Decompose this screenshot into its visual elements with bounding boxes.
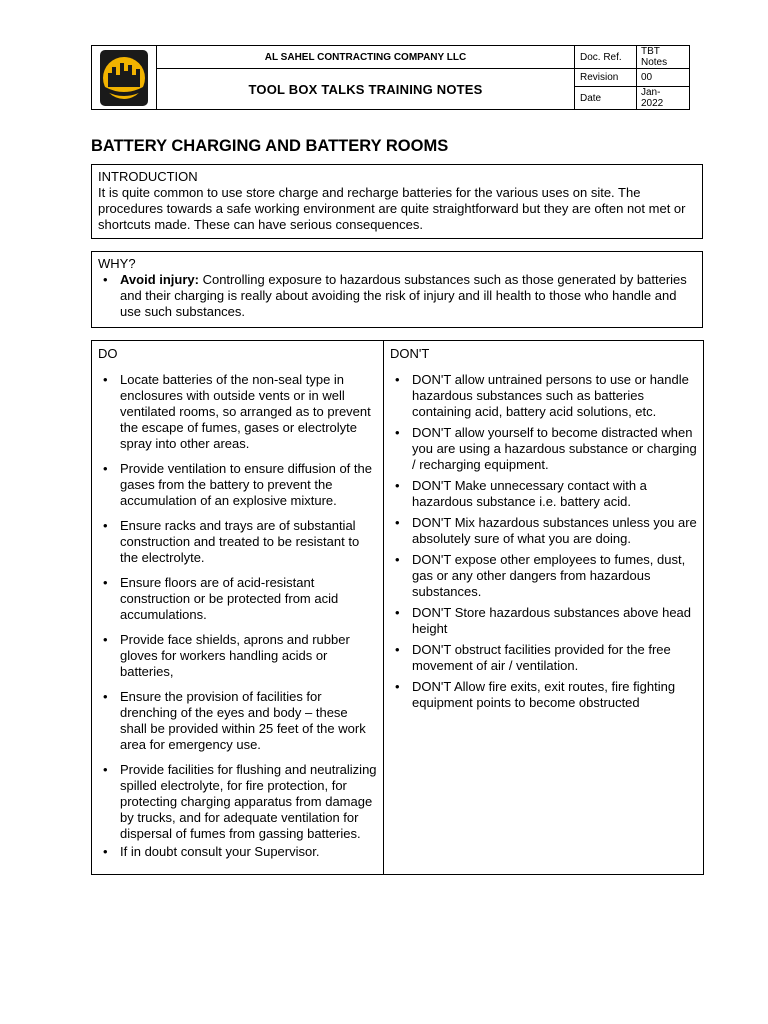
doc-ref-label: Doc. Ref.	[575, 46, 637, 69]
why-text: Controlling exposure to hazardous substances such as those generated by batteries and their charging is really about avoiding the risk of injury and ill health to those who handle and use such substances.	[120, 272, 687, 319]
list-item: • Provide facilities for flushing and neutralizing spilled electrolyte, for fire protection, for protecting charging apparatus from damage by trucks, and for adequate ventilation for dispersal of fumes from gassing batteries.	[98, 762, 377, 842]
revision-value: 00	[637, 69, 690, 87]
introduction-section	[91, 164, 703, 239]
list-item: • DON'T allow untrained persons to use or handle hazardous substances such as batteries containing acid, battery acid solutions, etc.	[390, 372, 697, 420]
list-item: • Ensure racks and trays are of substantial construction and treated to be resistant to the electrolyte.	[98, 518, 377, 566]
list-item: • DON'T Allow fire exits, exit routes, fire fighting equipment points to become obstructed	[390, 679, 697, 711]
introduction-heading: INTRODUCTION	[98, 169, 198, 184]
why-heading: WHY?	[98, 256, 136, 271]
do-heading: DO	[98, 346, 118, 361]
dont-list	[390, 372, 697, 711]
why-list	[98, 272, 696, 320]
introduction-text: It is quite common to use store charge and recharge batteries for the various uses on site. The procedures towards a safe working environment are quite straightforward but they are often not met or shortcuts made. These can have serious consequences.	[98, 185, 686, 232]
company-logo-icon	[99, 49, 149, 107]
revision-label: Revision	[575, 69, 637, 87]
logo-cell	[92, 46, 157, 110]
why-item	[98, 272, 696, 320]
date-label: Date	[575, 87, 637, 110]
list-item: • DON'T allow yourself to become distracted when you are using a hazardous substance or charging / recharging equipment.	[390, 425, 697, 473]
why-bold-lead: Avoid injury:	[120, 272, 199, 287]
do-list	[98, 372, 377, 860]
list-item: • Ensure floors are of acid-resistant construction or be protected from acid accumulations.	[98, 575, 377, 623]
date-value: Jan- 2022	[637, 87, 690, 110]
document-header	[91, 45, 690, 110]
list-item: • Provide ventilation to ensure diffusion of the gases from the battery to prevent the accumulation of an explosive mixture.	[98, 461, 377, 509]
list-item: • DON'T Store hazardous substances above head height	[390, 605, 697, 637]
form-title: TOOL BOX TALKS TRAINING NOTES	[157, 69, 575, 110]
doc-ref-value: TBT Notes	[637, 46, 690, 69]
document-title: BATTERY CHARGING AND BATTERY ROOMS	[91, 137, 449, 155]
list-item: • Provide face shields, aprons and rubber gloves for workers handling acids or batteries,	[98, 632, 377, 680]
do-column	[92, 341, 384, 874]
company-name: AL SAHEL CONTRACTING COMPANY LLC	[157, 46, 575, 69]
list-item: • If in doubt consult your Supervisor.	[98, 844, 377, 860]
do-dont-table	[91, 340, 704, 875]
dont-column	[384, 341, 703, 874]
list-item: • DON'T obstruct facilities provided for the free movement of air / ventilation.	[390, 642, 697, 674]
list-item: • Locate batteries of the non-seal type in enclosures with outside vents or in well ventilated rooms, so arranged as to prevent the escape of fumes, gases or electrolyte spray into other areas.	[98, 372, 377, 452]
why-section	[91, 251, 703, 328]
dont-heading: DON'T	[390, 346, 430, 361]
list-item: • Ensure the provision of facilities for drenching of the eyes and body – these shall be provided within 25 feet of the work area for emergency use.	[98, 689, 377, 753]
list-item: • DON'T expose other employees to fumes, dust, gas or any other dangers from hazardous substances.	[390, 552, 697, 600]
list-item: • DON'T Mix hazardous substances unless you are absolutely sure of what you are doing.	[390, 515, 697, 547]
list-item: • DON'T Make unnecessary contact with a hazardous substance i.e. battery acid.	[390, 478, 697, 510]
